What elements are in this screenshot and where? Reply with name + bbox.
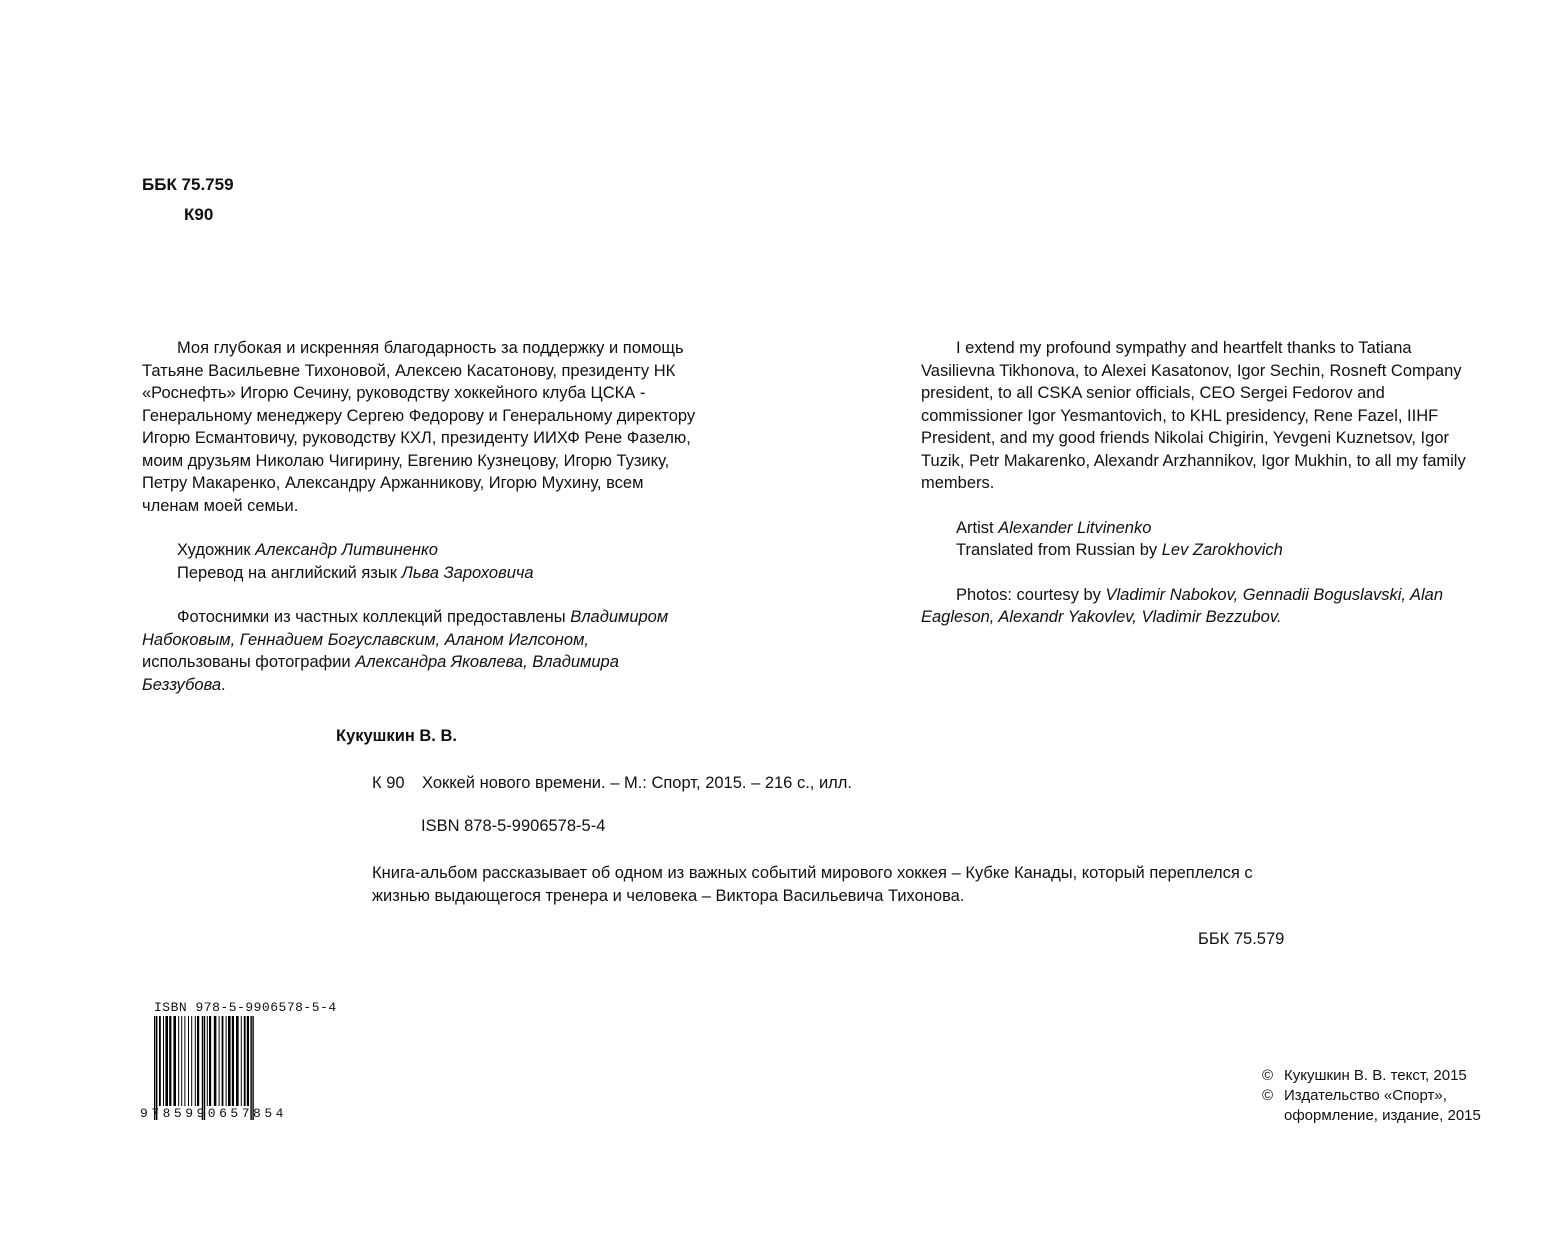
russian-photo-credits [142, 606, 702, 696]
barcode-bar [165, 1016, 168, 1106]
copyright-symbol: © [1262, 1087, 1274, 1104]
photos-prefix: Photos: courtesy by [956, 585, 1101, 604]
russian-translation-credit [142, 562, 702, 585]
barcode-bar [169, 1016, 171, 1106]
barcode-bar [159, 1016, 161, 1106]
barcode-bar [232, 1016, 234, 1106]
artist-name: Александр Литвиненко [255, 541, 438, 559]
russian-column [142, 337, 702, 718]
barcode-bar [195, 1016, 196, 1106]
translator-name: Льва Зароховича [401, 563, 534, 582]
barcode-digits: 9785990657854 [140, 1106, 287, 1121]
barcode-bar [163, 1016, 164, 1106]
barcode-bar [178, 1016, 179, 1106]
catalog-bbk: ББК 75.579 [1198, 930, 1285, 948]
barcode-bar [222, 1016, 224, 1106]
copyright-text-1: Кукушкин В. В. текст, 2015 [1284, 1067, 1467, 1084]
barcode-bar [241, 1016, 242, 1106]
english-column [921, 337, 1481, 651]
barcode-bar [184, 1016, 185, 1106]
barcode-bars [140, 1016, 350, 1120]
bbk-header [142, 170, 234, 230]
barcode-bar [228, 1016, 231, 1106]
photos-end: . [221, 675, 226, 694]
barcode-bar [247, 1016, 249, 1106]
barcode-bar [207, 1016, 208, 1106]
barcode-guard-bar [156, 1016, 157, 1120]
barcode-guard-bar [204, 1016, 205, 1120]
translation-label: Перевод на английский язык [177, 563, 397, 582]
photos-names: Владимиром Набоковым, Геннадием Богуславским, Аланом Иглсоном, [142, 608, 669, 649]
barcode-bar [226, 1016, 227, 1106]
isbn-barcode [140, 1000, 350, 1125]
barcode-bar [197, 1016, 199, 1106]
photos-names: Vladimir Nabokov, Gennadii Boguslavski, Alan Eagleson, Alexandr Yakovlev, Vladimir Bezzubov. [921, 585, 1444, 626]
russian-thanks: Моя глубокая и искренняя благодарность за поддержку и помощь Татьяне Васильевне Тихоновой, Алексею Касатонову, президенту НК «Роснефть» Игорю Сечину, руководству хоккейного клуба ЦСКА - Генеральному менеджеру Сергею Федорову и Генеральному директору Игорю Есмантовичу, руководству КХЛ, президенту ИИХФ Рене Фазелю, моим друзьям Николаю Чигирину, Евгению Кузнецову, Игорю Тузику, Петру Макаренко, Александру Аржанникову, Игорю Мухину, всем членам моей семьи. [142, 339, 696, 515]
catalog-title-line [372, 772, 852, 795]
barcode-bar [244, 1016, 246, 1106]
barcode-bar [219, 1016, 220, 1106]
photos-prefix: Фотоснимки из частных коллекций предоставлены [177, 608, 566, 626]
english-thanks: I extend my profound sympathy and heartfelt thanks to Tatiana Vasilievna Tikhonova, to Alexei Kasatonov, Igor Sechin, Rosneft Company president, to all CSKA senior officials, CEO Sergei Fedorov and commissioner Igor Yesmantovich, to KHL presidency, Rene Fazel, IIHF President, and my good friends Nikolai Chigirin, Yevgeni Kuznetsov, Igor Tuzik, Petr Makarenko, Alexandr Arzhannikov, Igor Mukhin, to all my family members. [921, 339, 1466, 492]
barcode-bar [188, 1016, 189, 1106]
english-photo-credits [921, 584, 1481, 629]
russian-credits [142, 539, 702, 584]
translator-name: Lev Zarokhovich [1161, 541, 1283, 559]
copyright-text-2: Издательство «Спорт», оформление, издание, 2015 [1284, 1087, 1481, 1124]
photos-middle: использованы фотографии [142, 653, 351, 671]
barcode-guard-bar [252, 1016, 253, 1120]
barcode-bar [173, 1016, 176, 1106]
barcode-bar [181, 1016, 182, 1106]
translation-label: Translated from Russian by [956, 541, 1158, 559]
barcode-guard-bar [154, 1016, 155, 1120]
catalog-title: Хоккей нового времени. – М.: Спорт, 2015. – 216 с., илл. [422, 774, 852, 792]
barcode-isbn-text: ISBN 978-5-9906578-5-4 [154, 1000, 337, 1015]
copyright-symbol: © [1262, 1067, 1274, 1084]
catalog-abstract: Книга-альбом рассказывает об одном из важных событий мирового хоккея – Кубке Канады, который переплелся с жизнью выдающегося тренера и человека – Виктора Васильевича Тихонова. [372, 864, 1253, 905]
barcode-bar [209, 1016, 211, 1106]
copyright-line-1 [1262, 1066, 1484, 1086]
catalog-isbn: ISBN 878-5-9906578-5-4 [421, 817, 606, 835]
author-mark: К90 [184, 205, 214, 224]
english-credits [921, 517, 1481, 562]
barcode-bar [236, 1016, 239, 1106]
bbk-code: ББК 75.759 [142, 175, 234, 194]
barcode-bar [191, 1016, 192, 1106]
artist-name: Alexander Litvinenko [998, 518, 1152, 537]
copyright-line-2 [1262, 1086, 1484, 1126]
copyright-block [1262, 1066, 1484, 1126]
artist-label: Художник [177, 541, 251, 559]
barcode-guard-bar [250, 1016, 251, 1120]
catalog-author: Кукушкин В. В. [336, 727, 457, 745]
barcode-guard-bar [202, 1016, 203, 1120]
photos-names-2: Александра Яковлева, Владимира Беззубова [142, 653, 619, 694]
artist-label: Artist [956, 518, 994, 537]
english-artist-credit [921, 517, 1481, 540]
barcode-bar [214, 1016, 217, 1106]
catalog-code: К 90 [372, 774, 405, 792]
russian-artist-credit [142, 539, 702, 562]
english-translation-credit [921, 539, 1481, 562]
